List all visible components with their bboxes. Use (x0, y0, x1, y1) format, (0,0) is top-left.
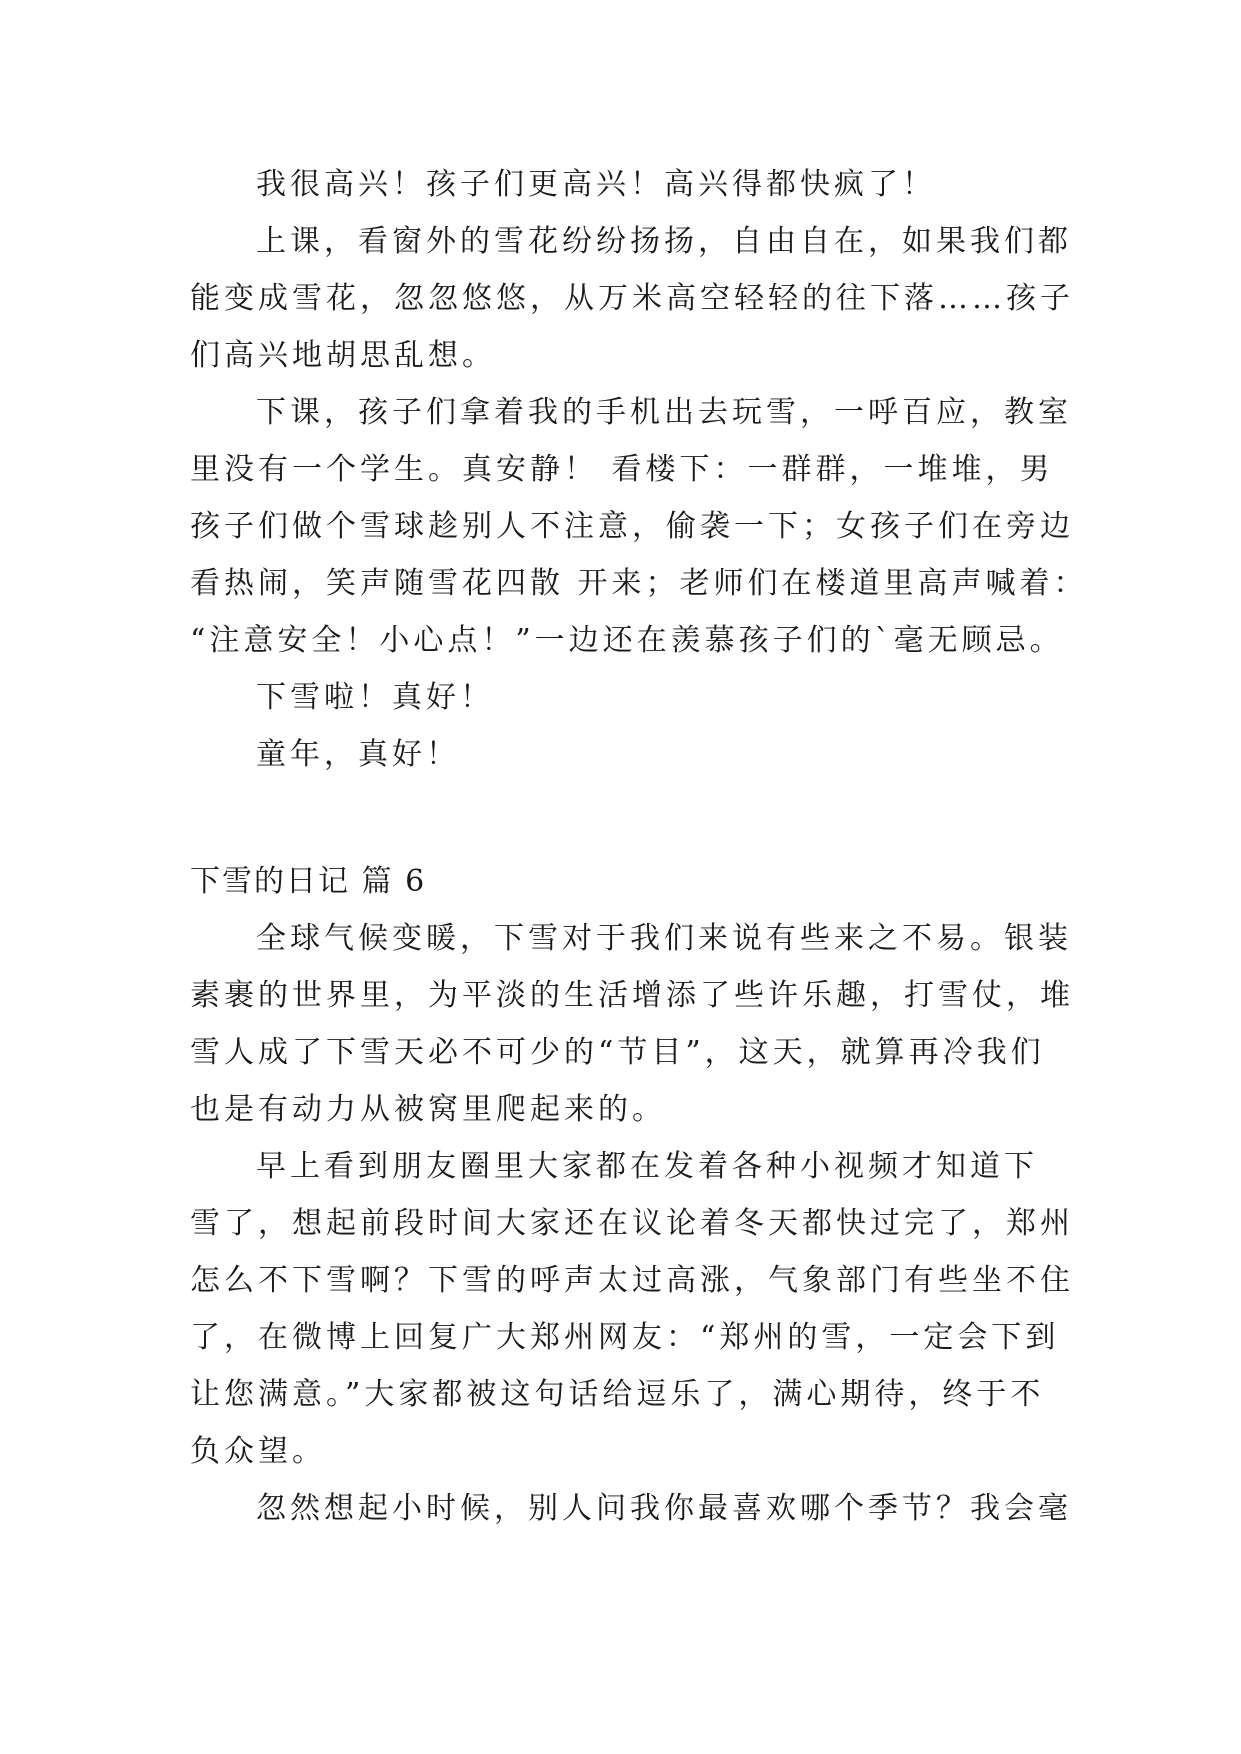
paragraph-line: 们高兴地胡思乱想。 (190, 338, 496, 373)
paragraph-line: 也是有动力从被窝里爬起来的。 (190, 1092, 666, 1127)
paragraph-line: 负众望。 (190, 1434, 326, 1469)
paragraph-line: 早上看到朋友圈里大家都在发着各种小视频才知道下 (256, 1149, 1038, 1184)
paragraph-line: 全球气候变暖，下雪对于我们来说有些来之不易。银装 (256, 921, 1072, 956)
paragraph-line: 让您满意。”大家都被这句话给逗乐了，满心期待，终于不 (190, 1377, 1045, 1412)
paragraph-line: 上课，看窗外的雪花纷纷扬扬，自由自在，如果我们都 (256, 224, 1072, 259)
paragraph-line: 雪了，想起前段时间大家还在议论着冬天都快过完了，郑州 (190, 1206, 1074, 1241)
paragraph-line: 忽然想起小时候，别人问我你最喜欢哪个季节？我会毫 (256, 1491, 1072, 1526)
paragraph-line: 了，在微博上回复广大郑州网友：“郑州的雪，一定会下到 (190, 1320, 1060, 1355)
paragraph-line: 孩子们做个雪球趁别人不注意，偷袭一下；女孩子们在旁边 (190, 509, 1074, 544)
paragraph-line: 雪人成了下雪天必不可少的“节目”，这天，就算再冷我们 (190, 1035, 1045, 1070)
paragraph-line: 能变成雪花，忽忽悠悠，从万米高空轻轻的往下落……孩子 (190, 281, 1074, 316)
paragraph-line: 怎么不下雪啊？下雪的呼声太过高涨，气象部门有些坐不住 (190, 1263, 1074, 1298)
paragraph-line: 下雪啦！真好！ (256, 680, 494, 715)
paragraph-line: “注意安全！小心点！”一边还在羡慕孩子们的`毫无顾忌。 (190, 623, 1064, 658)
paragraph-line: 下课，孩子们拿着我的手机出去玩雪，一呼百应，教室 (256, 395, 1072, 430)
paragraph-line: 童年，真好！ (256, 737, 460, 772)
section-heading: 下雪的日记 篇 6 (190, 864, 427, 899)
paragraph-line: 素裹的世界里，为平淡的生活增添了些许乐趣，打雪仗，堆 (190, 978, 1074, 1013)
paragraph-line: 看热闹，笑声随雪花四散 开来；老师们在楼道里高声喊着： (190, 566, 1088, 601)
paragraph-line: 里没有一个学生。真安静！ 看楼下：一群群，一堆堆，男 (190, 452, 1054, 487)
paragraph-line: 我很高兴！孩子们更高兴！高兴得都快疯了！ (256, 167, 936, 202)
